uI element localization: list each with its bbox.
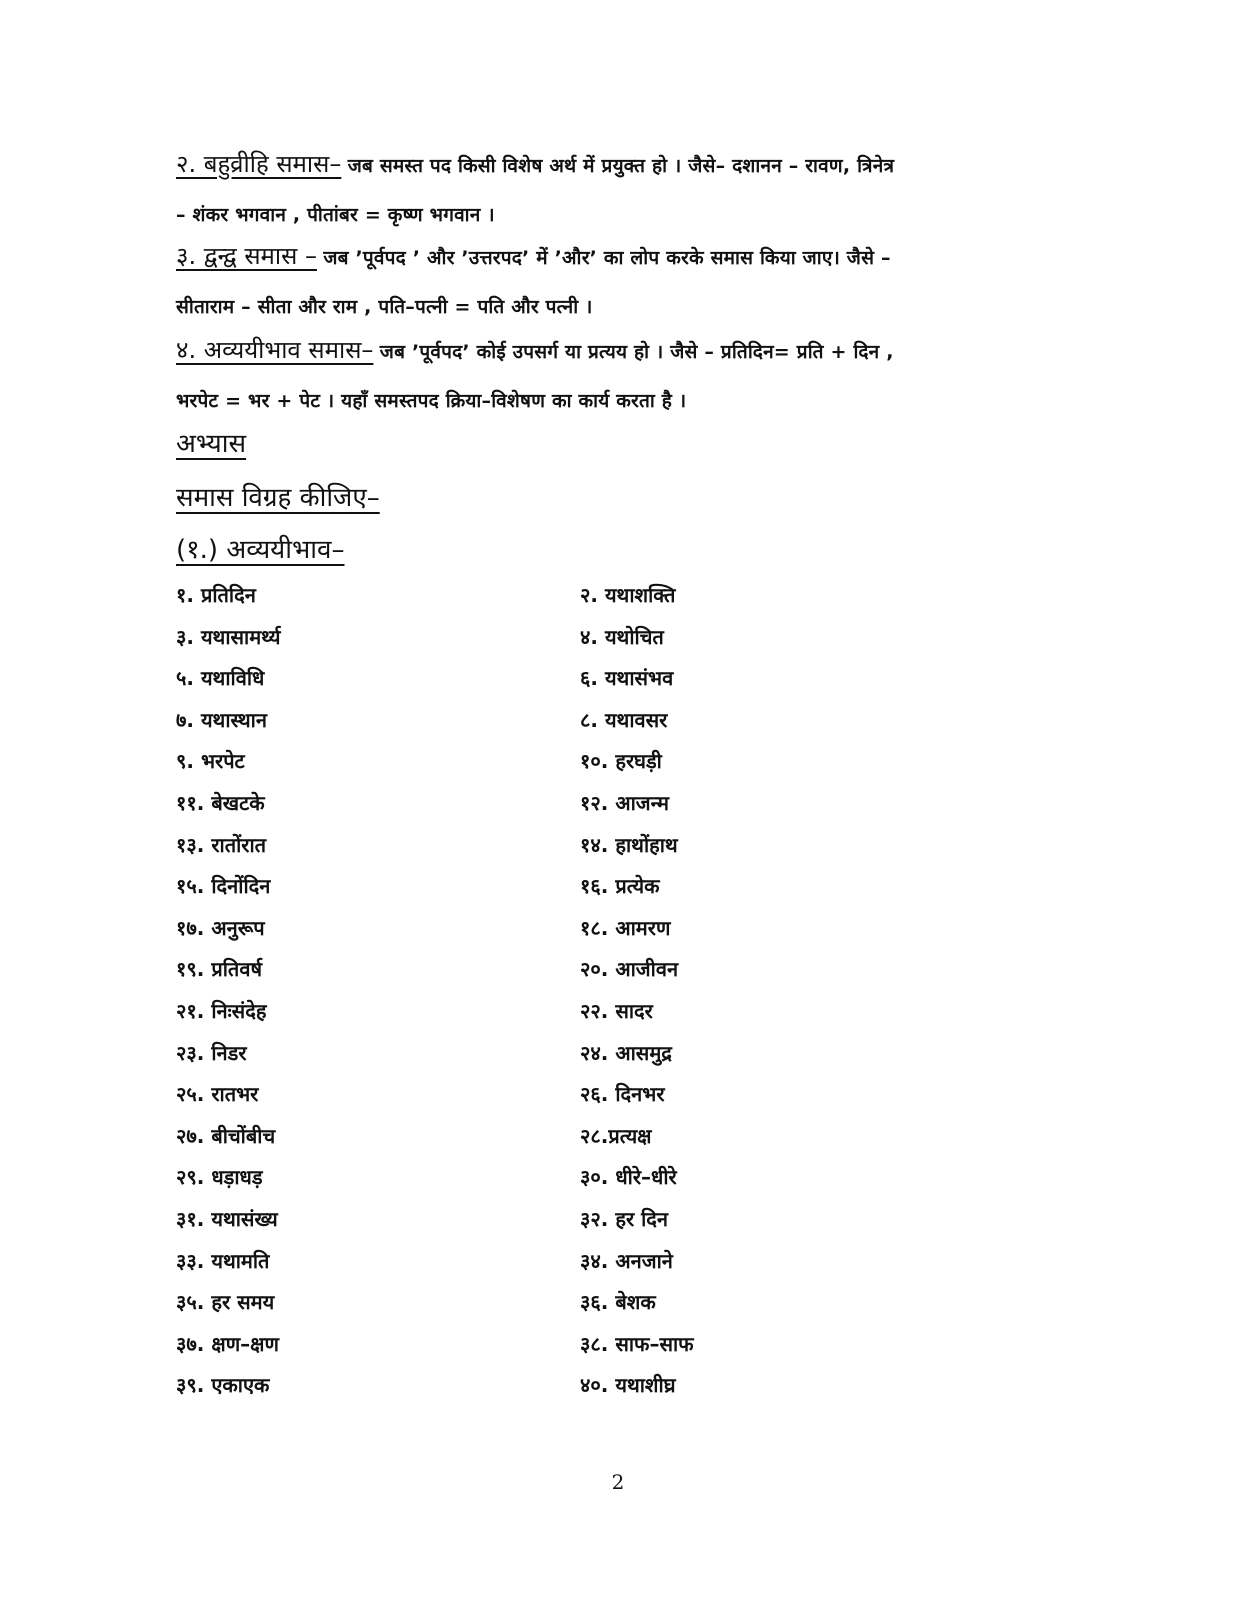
avyayibhav-paragraph	[176, 330, 1056, 421]
list-row	[176, 1160, 876, 1202]
dvandva-paragraph	[176, 236, 1056, 327]
list-item: ३४. अनजाने	[580, 1248, 673, 1273]
exercise-word-list	[176, 578, 876, 1410]
avyayibhav-example: भरपेट = भर + पेट । यहाँ समस्तपद क्रिया–विशेषण का कार्य करता है ।	[176, 390, 687, 412]
list-row	[176, 869, 876, 911]
list-row	[176, 828, 876, 870]
exercise-subheading: (१.) अव्ययीभाव–	[176, 535, 345, 565]
list-item: ३१. यथासंख्य	[176, 1206, 278, 1231]
list-row	[176, 1244, 876, 1286]
list-item: १५. दिनोंदिन	[176, 874, 271, 899]
list-row	[176, 1368, 876, 1410]
dvandva-line-1	[176, 236, 1056, 278]
list-item: ४०. यथाशीघ्र	[580, 1373, 676, 1398]
list-item: २६. दिनभर	[580, 1082, 665, 1107]
list-item: २७. बीचोंबीच	[176, 1123, 276, 1148]
exercise-title: अभ्यास	[176, 429, 247, 459]
list-row	[176, 744, 876, 786]
list-item: ७. यथास्थान	[176, 707, 267, 732]
list-row	[176, 1077, 876, 1119]
list-item: ९. भरपेट	[176, 749, 245, 774]
list-item: १९. प्रतिवर्ष	[176, 957, 263, 982]
bahuvrihi-line-2	[176, 194, 1056, 235]
list-item: ३३. यथामति	[176, 1248, 270, 1273]
list-item: ३७. क्षण–क्षण	[176, 1331, 279, 1356]
list-item: २४. आसमुद्र	[580, 1040, 672, 1065]
avyayibhav-definition: जब ’पूर्वपद’ कोई उपसर्ग या प्रत्यय हो । जैसे – प्रतिदिन= प्रति + दिन ,	[379, 341, 894, 363]
dvandva-heading: ३. द्वन्द्व समास –	[176, 242, 317, 270]
list-item: ३. यथासामर्थ्य	[176, 624, 281, 649]
bahuvrihi-definition: जब समस्त पद किसी विशेष अर्थ में प्रयुक्त हो । जैसे– दशानन – रावण, त्रिनेत्र	[347, 155, 895, 177]
list-row	[176, 1202, 876, 1244]
list-item: ३८. साफ–साफ	[580, 1331, 694, 1356]
list-item: १६. प्रत्येक	[580, 874, 660, 899]
avyayibhav-line-2	[176, 380, 1056, 421]
list-item: २१. निःसंदेह	[176, 998, 267, 1023]
list-row	[176, 661, 876, 703]
list-item: १०. हरघड़ी	[580, 749, 662, 774]
list-item: ३०. धीरे–धीरे	[580, 1165, 677, 1190]
list-row	[176, 620, 876, 662]
list-item: १४. हाथोंहाथ	[580, 832, 678, 857]
page-number: 2	[611, 1470, 625, 1494]
list-item: ३२. हर दिन	[580, 1206, 669, 1231]
dvandva-line-2	[176, 286, 1056, 327]
list-item: २३. निडर	[176, 1040, 247, 1065]
list-row	[176, 911, 876, 953]
list-item: ३६. बेशक	[580, 1290, 656, 1315]
bahuvrihi-paragraph	[176, 144, 1056, 235]
list-row	[176, 1119, 876, 1161]
list-item: २८.प्रत्यक्ष	[580, 1123, 652, 1148]
list-row	[176, 703, 876, 745]
list-row	[176, 1036, 876, 1078]
list-row	[176, 786, 876, 828]
list-item: ११. बेखटके	[176, 790, 265, 815]
list-row	[176, 1327, 876, 1369]
list-item: २९. धड़ाधड़	[176, 1165, 263, 1190]
list-item: १. प्रतिदिन	[176, 583, 256, 607]
list-item: ४. यथोचित	[580, 624, 664, 649]
list-item: १८. आमरण	[580, 915, 671, 940]
list-item: ६. यथासंभव	[580, 666, 674, 691]
avyayibhav-line-1	[176, 330, 1056, 372]
dvandva-definition: जब ’पूर्वपद ’ और ’उत्तरपद’ में ’और’ का लोप करके समास किया जाए। जैसे –	[323, 247, 891, 269]
list-item: २५. रातभर	[176, 1082, 259, 1107]
list-item: ३५. हर समय	[176, 1290, 275, 1315]
list-row	[176, 578, 876, 620]
bahuvrihi-example: – शंकर भगवान , पीतांबर = कृष्ण भगवान ।	[176, 204, 495, 226]
list-item: २. यथाशक्ति	[580, 583, 676, 607]
avyayibhav-heading: ४. अव्ययीभाव समास–	[176, 336, 374, 364]
list-row	[176, 952, 876, 994]
list-item: १२. आजन्म	[580, 790, 669, 815]
list-item: १७. अनुरूप	[176, 915, 265, 940]
dvandva-example: सीताराम – सीता और राम , पति–पत्नी = पति और पत्नी ।	[176, 296, 593, 318]
list-row	[176, 1285, 876, 1327]
bahuvrihi-line-1	[176, 144, 1056, 186]
list-item: २०. आजीवन	[580, 957, 679, 982]
bahuvrihi-heading: २. बहुव्रीहि समास–	[176, 150, 342, 178]
exercise-instruction: समास विग्रह कीजिए–	[176, 483, 380, 513]
list-item: ३९. एकाएक	[176, 1373, 270, 1398]
list-row	[176, 994, 876, 1036]
list-item: १३. रातोंरात	[176, 832, 267, 857]
list-item: ५. यथाविधि	[176, 666, 265, 691]
list-item: २२. सादर	[580, 998, 653, 1023]
list-item: ८. यथावसर	[580, 707, 668, 732]
